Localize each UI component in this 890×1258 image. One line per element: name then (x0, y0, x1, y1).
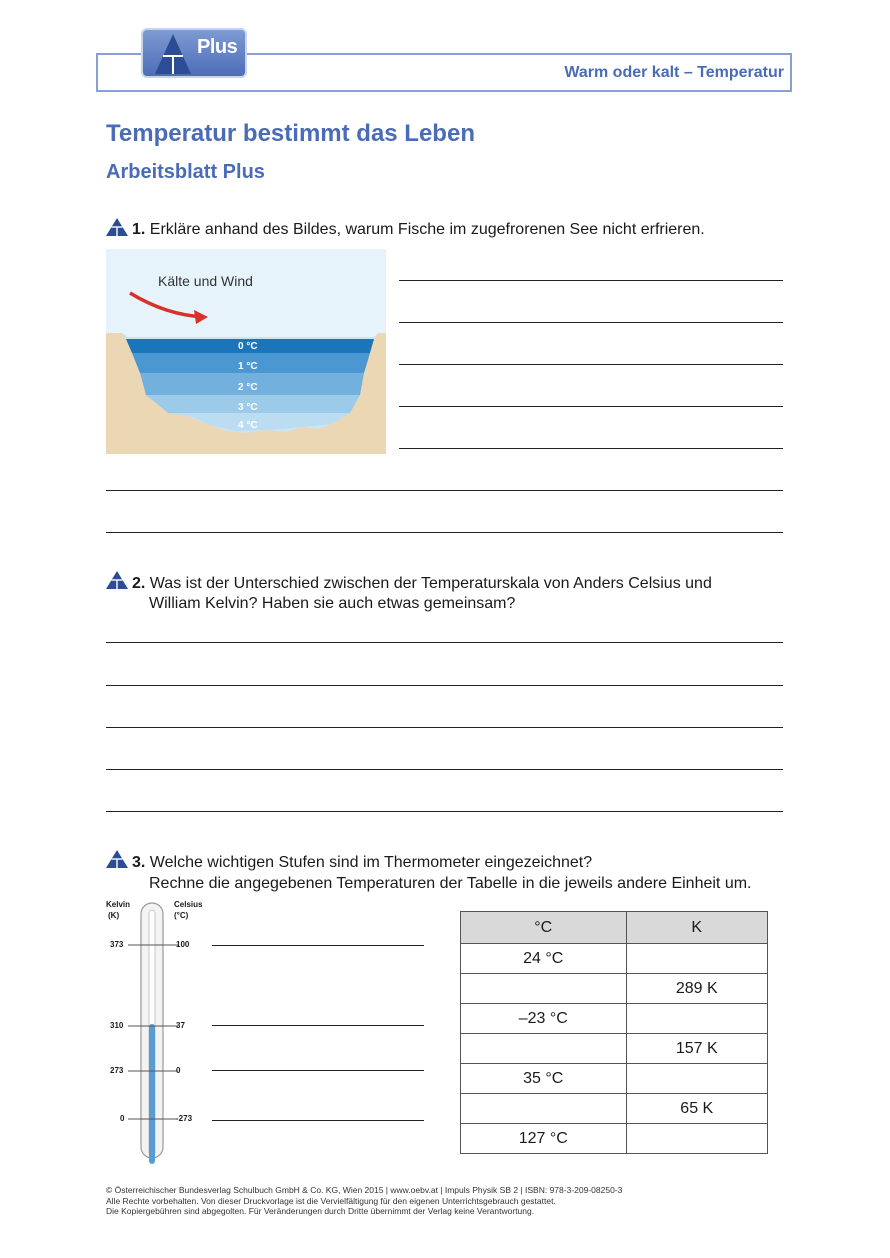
answer-line[interactable] (399, 364, 783, 365)
footer-copyright: © Österreichischer Bundesverlag Schulbuch GmbH & Co. KG, Wien 2015 | www.oebv.at | Impuls Physik SB 2 | ISBN: 978-3-209-08250-3 (106, 1185, 623, 1195)
question-2 (132, 574, 712, 594)
question-1-text: Erkläre anhand des Bildes, warum Fische im zugefrorenen See nicht erfrieren. (149, 221, 705, 238)
table-cell[interactable] (626, 1064, 767, 1094)
celsius-mark: 100 (176, 940, 190, 949)
page-title: Temperatur bestimmt das Leben (106, 120, 475, 147)
celsius-mark: -273 (176, 1114, 193, 1123)
answer-line[interactable] (106, 532, 783, 533)
answer-line[interactable] (106, 685, 783, 686)
table-cell[interactable] (461, 1034, 627, 1064)
kelvin-label: Kelvin (106, 900, 131, 909)
answer-line[interactable] (212, 1025, 424, 1026)
answer-line[interactable] (212, 945, 424, 946)
question-3 (132, 853, 592, 873)
answer-line[interactable] (106, 769, 783, 770)
question-2-line2: William Kelvin? Haben sie auch etwas gemeinsam? (149, 595, 516, 612)
layer-label-0: 0 °C (238, 341, 258, 352)
footer-fees: Die Kopiergebühren sind abgegolten. Für Veränderungen durch Dritte übernimmt der Verlag keine Verantwortung. (106, 1206, 535, 1216)
task-triangle-icon (106, 218, 128, 236)
layer-label-4: 4 °C (238, 420, 258, 431)
answer-line[interactable] (106, 727, 783, 728)
table-row (461, 1034, 768, 1064)
thermometer-figure (106, 898, 226, 1168)
conversion-table (460, 911, 768, 1154)
layer-label-2: 2 °C (238, 382, 258, 393)
question-1-number: 1. (132, 221, 146, 238)
table-cell: 24 °C (461, 944, 627, 974)
question-1 (132, 220, 705, 240)
answer-line[interactable] (399, 280, 783, 281)
question-3-line1: Welche wichtigen Stufen sind im Thermometer eingezeichnet? (149, 854, 593, 871)
question-3-line2: Rechne die angegebenen Temperaturen der Tabelle in die jeweils andere Einheit um. (149, 875, 752, 892)
table-row (461, 1064, 768, 1094)
table-cell: –23 °C (461, 1004, 627, 1034)
table-cell: 289 K (626, 974, 767, 1004)
question-2-number: 2. (132, 575, 146, 592)
table-row (461, 944, 768, 974)
layer-label-1: 1 °C (238, 361, 258, 372)
answer-line[interactable] (212, 1070, 424, 1071)
answer-line[interactable] (106, 490, 783, 491)
table-cell: 65 K (626, 1094, 767, 1124)
figure-label: Kälte und Wind (158, 273, 253, 289)
celsius-unit: (°C) (174, 911, 189, 920)
footer-rights: Alle Rechte vorbehalten. Von dieser Druckvorlage ist die Vervielfältigung für den eigenen Unterrichtsgebrauch gestattet. (106, 1195, 556, 1206)
kelvin-mark: 273 (110, 1066, 124, 1075)
page-subtitle: Arbeitsblatt Plus (106, 161, 265, 183)
header-title: Warm oder kalt – Temperatur (564, 64, 784, 81)
question-2-line1: Was ist der Unterschied zwischen der Temperaturskala von Anders Celsius und (149, 575, 712, 592)
plus-logo-text: Plus (197, 36, 238, 58)
answer-line[interactable] (399, 322, 783, 323)
footer (106, 1185, 622, 1217)
table-cell[interactable] (626, 944, 767, 974)
table-cell: 127 °C (461, 1124, 627, 1154)
answer-line[interactable] (399, 448, 783, 449)
table-row (461, 974, 768, 1004)
plus-logo (141, 28, 247, 78)
question-3-number: 3. (132, 854, 146, 871)
table-cell: 35 °C (461, 1064, 627, 1094)
kelvin-mark: 310 (110, 1021, 124, 1030)
table-cell: 157 K (626, 1034, 767, 1064)
table-row (461, 1004, 768, 1034)
kelvin-mark: 0 (120, 1114, 125, 1123)
answer-line[interactable] (106, 642, 783, 643)
table-row (461, 1094, 768, 1124)
table-header-kelvin: K (626, 912, 767, 944)
thermometer-icon (106, 898, 226, 1168)
answer-line[interactable] (106, 811, 783, 812)
answer-line[interactable] (212, 1120, 424, 1121)
table-header-row (461, 912, 768, 944)
celsius-mark: 37 (176, 1021, 185, 1030)
task-triangle-icon (106, 571, 128, 589)
table-cell[interactable] (626, 1004, 767, 1034)
task-triangle-icon (106, 850, 128, 868)
layer-label-3: 3 °C (238, 402, 258, 413)
table-header-celsius: °C (461, 912, 627, 944)
table-row (461, 1124, 768, 1154)
table-cell[interactable] (461, 1094, 627, 1124)
celsius-label: Celsius (174, 900, 203, 909)
celsius-mark: 0 (176, 1066, 181, 1075)
kelvin-mark: 373 (110, 940, 124, 949)
answer-line[interactable] (399, 406, 783, 407)
lake-figure (106, 249, 386, 454)
kelvin-unit: (K) (108, 911, 120, 920)
table-cell[interactable] (626, 1124, 767, 1154)
table-cell[interactable] (461, 974, 627, 1004)
